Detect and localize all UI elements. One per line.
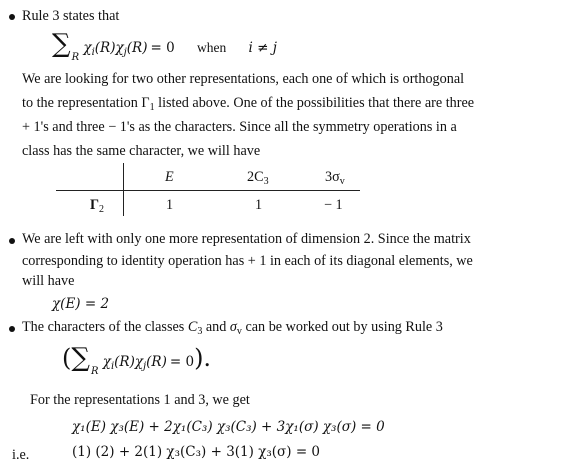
- sum-index: R: [90, 366, 99, 377]
- chi-j: χ: [115, 40, 124, 56]
- bullet2-line-2: corresponding to identity operation has + 1 in each of its diagonal elements, we: [22, 253, 473, 269]
- bullet-marker: [9, 238, 15, 244]
- chi-i-sub: i: [110, 361, 115, 372]
- formula-when: when: [196, 40, 227, 55]
- table-header-e: E: [165, 169, 174, 185]
- class-sigma-v-sub: v: [236, 326, 242, 337]
- class-c3-sub: 3: [197, 326, 203, 337]
- para-line-2a: to the representation Γ: [22, 95, 150, 111]
- table-value-e: 1: [166, 197, 174, 213]
- formula-equals: = 0: [150, 40, 175, 56]
- identity-character-eq: χ(E) = 2: [52, 296, 110, 312]
- chi-i-sub: i: [91, 47, 95, 58]
- chi-j-arg: (R): [146, 354, 167, 370]
- bullet2-line-1: We are left with only one more representation of dimension 2. Since the matrix: [22, 231, 471, 247]
- table-value-2c3: 1: [255, 197, 263, 213]
- header-3sigma-main: 3σ: [325, 169, 340, 185]
- bullet-marker: [9, 14, 15, 20]
- sigma-symbol: ∑: [71, 343, 90, 373]
- header-2c3-sub: 3: [263, 176, 269, 187]
- para-line-1: We are looking for two other representations, each one of which is orthogonal: [22, 71, 465, 87]
- rule3-lead-text: Rule 3 states that: [22, 8, 120, 24]
- sum-index: R: [71, 52, 80, 63]
- table-header-2c3: [247, 169, 269, 187]
- chi-j: χ: [134, 354, 144, 370]
- para-line-4: class has the same character, we will have: [22, 143, 261, 159]
- chi-i: χ: [102, 354, 111, 370]
- class-sigma-v: σ: [229, 319, 237, 335]
- table-horizontal-rule: [56, 190, 360, 191]
- bullet3-line-a: The characters of the classes: [22, 319, 185, 335]
- gamma-sub: 1: [149, 102, 155, 113]
- rule3-formula-parenthesized: [62, 343, 212, 377]
- row-gamma-sub: 2: [99, 204, 105, 215]
- bullet-marker: [9, 326, 15, 332]
- representations-1-3-line: For the representations 1 and 3, we get: [30, 392, 250, 408]
- header-2c3-main: 2C: [247, 169, 264, 185]
- chi-j-sub: j: [143, 361, 147, 372]
- table-row-label: [90, 197, 105, 215]
- para-line-2: [22, 95, 475, 113]
- formula-condition: i ≠ j: [248, 40, 277, 56]
- bullet3-line: [22, 319, 443, 337]
- table-header-3sigmav: [325, 169, 345, 187]
- chi-j-arg: (R): [126, 40, 148, 56]
- bullet3-and: and: [205, 319, 227, 335]
- bullet3-line-b: can be worked out by using Rule 3: [245, 319, 443, 335]
- chi-i: χ: [83, 40, 92, 56]
- ie-label: i.e.: [12, 447, 30, 463]
- table-value-3sigmav: − 1: [324, 197, 343, 213]
- open-paren: (: [62, 344, 72, 372]
- chi-i-arg: (R): [94, 40, 116, 56]
- row-gamma: Γ: [90, 197, 100, 213]
- orthogonality-formula: [52, 29, 277, 63]
- class-c3: C: [187, 319, 198, 335]
- orthogonality-eq-1: χ₁(E) χ₃(E) + 2χ₁(C₃) χ₃(C₃) + 3χ₁(σ) χ₃(σ) = 0: [72, 419, 385, 435]
- para-line-3: + 1's and three − 1's as the characters. Since all the symmetry operations in a: [22, 119, 457, 135]
- orthogonality-eq-2: (1) (2) + 2(1) χ₃(C₃) + 3(1) χ₃(σ) = 0: [72, 444, 321, 460]
- chi-i-arg: (R): [114, 354, 135, 370]
- close-paren: ).: [194, 344, 212, 372]
- formula-equals: = 0: [169, 354, 195, 370]
- chi-j-sub: j: [123, 47, 127, 58]
- header-3sigma-sub: v: [339, 176, 345, 187]
- bullet2-line-3: will have: [22, 273, 75, 289]
- sigma-symbol: ∑: [52, 29, 71, 59]
- para-line-2b: listed above. One of the possibilities that there are three: [154, 95, 475, 111]
